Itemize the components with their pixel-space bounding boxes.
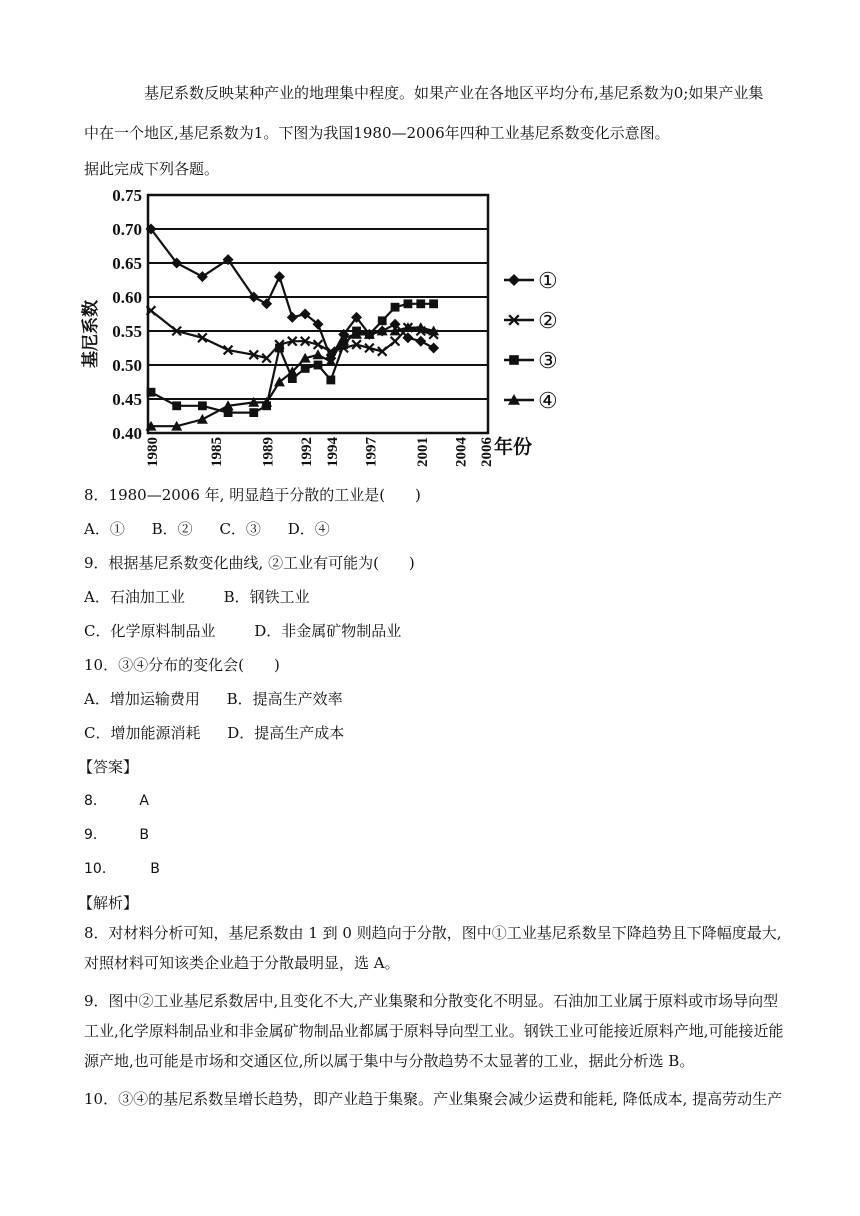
x-tick-label: 1985 (209, 437, 226, 467)
question-9-option-c: C．化学原料制品业 (84, 622, 216, 640)
data-point-3 (198, 401, 207, 410)
data-point-1 (274, 271, 285, 282)
x-tick-label: 1994 (324, 437, 341, 467)
question-8-option-b: B．② (151, 520, 193, 538)
analysis-9: 9．图中②工业基尼系数居中,且变化不大,产业集聚和分散变化不明显。石油加工业属于原料或市场导向型工业,化学原料制品业和非金属矿物制品业都属于原料导向型工业。钢铁工业可能接近原料产地,可能接近能源产地,也可能是市场和交通区位,所以属于集中与分散趋势不太显著的工业，据此分析选 B。 (84, 992, 784, 1070)
data-point-1 (287, 312, 298, 323)
legend-label-1: ① (538, 268, 558, 293)
data-point-3 (147, 388, 156, 397)
answer-10-number: 10． (84, 861, 116, 877)
data-point-3 (326, 376, 335, 385)
answer-8-value: A (139, 793, 149, 809)
question-10-option-d: D．提高生产成本 (227, 724, 345, 742)
y-tick-label: 0.50 (112, 356, 142, 375)
legend-marker-3 (509, 355, 519, 365)
answer-8-number: 8． (84, 793, 107, 809)
x-tick-label: 1992 (299, 437, 316, 467)
x-tick-label: 1980 (145, 437, 161, 467)
question-9-option-b: B．钢铁工业 (223, 588, 310, 606)
gini-chart (76, 180, 576, 480)
question-9-stem: 9．根据基尼系数变化曲线, ②工业有可能为( ) (84, 554, 415, 572)
question-9-option-d: D．非金属矿物制品业 (254, 622, 402, 640)
answer-9-number: 9． (84, 827, 107, 843)
analysis-8: 8．对材料分析可知，基尼系数由 1 到 0 则趋向于分散，图中①工业基尼系数呈下降趋势且下降幅度最大,对照材料可知该类企业趋于分散最明显，选 A。 (84, 924, 782, 972)
question-10-option-c: C．增加能源消耗 (84, 724, 201, 742)
legend-label-3: ③ (538, 348, 558, 373)
question-10-options-row-2 (84, 722, 366, 743)
question-8-stem: 8．1980—2006 年, 明显趋于分散的工业是( ) (84, 486, 421, 504)
question-8-option-a: A．① (84, 520, 125, 538)
answer-10 (84, 858, 160, 878)
question-9-options-row-1 (84, 586, 332, 607)
legend-marker-1 (508, 274, 520, 286)
answer-header: 【答案】 (78, 758, 139, 776)
plot-frame (148, 195, 488, 433)
question-8-option-c: C．③ (219, 520, 261, 538)
data-point-1 (261, 298, 272, 309)
data-point-4 (197, 414, 208, 424)
data-point-3 (314, 361, 323, 370)
question-10-options-row-1 (84, 688, 365, 709)
legend-label-2: ② (538, 308, 558, 333)
question-10-option-b: B．提高生产效率 (226, 690, 343, 708)
data-point-3 (172, 401, 181, 410)
data-point-3 (249, 408, 258, 417)
data-point-3 (416, 299, 425, 308)
y-tick-label: 0.55 (112, 322, 142, 341)
x-tick-label: 2006 (479, 437, 495, 467)
y-axis-label: 基尼系数 (81, 300, 100, 368)
y-tick-label: 0.75 (112, 186, 142, 205)
data-point-3 (404, 299, 413, 308)
question-9-option-a: A．石油加工业 (84, 588, 185, 606)
x-tick-label: 1997 (363, 437, 380, 467)
question-9-options-row-2 (84, 620, 423, 641)
question-8-option-d: D．④ (287, 520, 330, 538)
analysis-10: 10．③④的基尼系数呈增长趋势，即产业趋于集聚。产业集聚会减少运费和能耗, 降低成本, 提高劳动生产 (84, 1090, 783, 1108)
data-point-4 (313, 349, 324, 359)
y-tick-label: 0.70 (112, 220, 142, 239)
intro-line-3: 据此完成下列各题。 (84, 160, 220, 178)
question-10-option-a: A．增加运输费用 (84, 690, 200, 708)
x-tick-label: 2004 (453, 437, 470, 467)
answer-9 (84, 824, 149, 844)
analysis-header: 【解析】 (78, 894, 139, 912)
answer-10-value: B (150, 861, 160, 877)
intro-line-2: 中在一个地区,基尼系数为1。下图为我国1980—2006年四种工业基尼系数变化示意图。 (84, 124, 670, 142)
answer-8 (84, 790, 149, 810)
data-point-3 (378, 316, 387, 325)
question-10-stem: 10．③④分布的变化会( ) (84, 656, 280, 674)
legend-label-4: ④ (538, 388, 558, 413)
x-tick-label: 1989 (260, 437, 277, 467)
data-point-1 (428, 343, 439, 354)
y-tick-label: 0.45 (112, 390, 142, 409)
data-point-3 (391, 303, 400, 312)
data-point-3 (275, 344, 284, 353)
intro-line-1: 基尼系数反映某种产业的地理集中程度。如果产业在各地区平均分布,基尼系数为0;如果产业集 (144, 84, 764, 102)
y-tick-label: 0.60 (112, 288, 142, 307)
y-tick-label: 0.40 (112, 424, 142, 443)
data-point-1 (415, 336, 426, 347)
data-point-2 (391, 337, 400, 346)
y-tick-label: 0.65 (112, 254, 142, 273)
answer-9-value: B (139, 827, 149, 843)
data-point-3 (429, 299, 438, 308)
x-tick-label: 2001 (414, 437, 431, 467)
x-axis-label: 年份 (494, 437, 533, 458)
question-8-options-row (84, 518, 352, 539)
data-point-3 (301, 364, 310, 373)
